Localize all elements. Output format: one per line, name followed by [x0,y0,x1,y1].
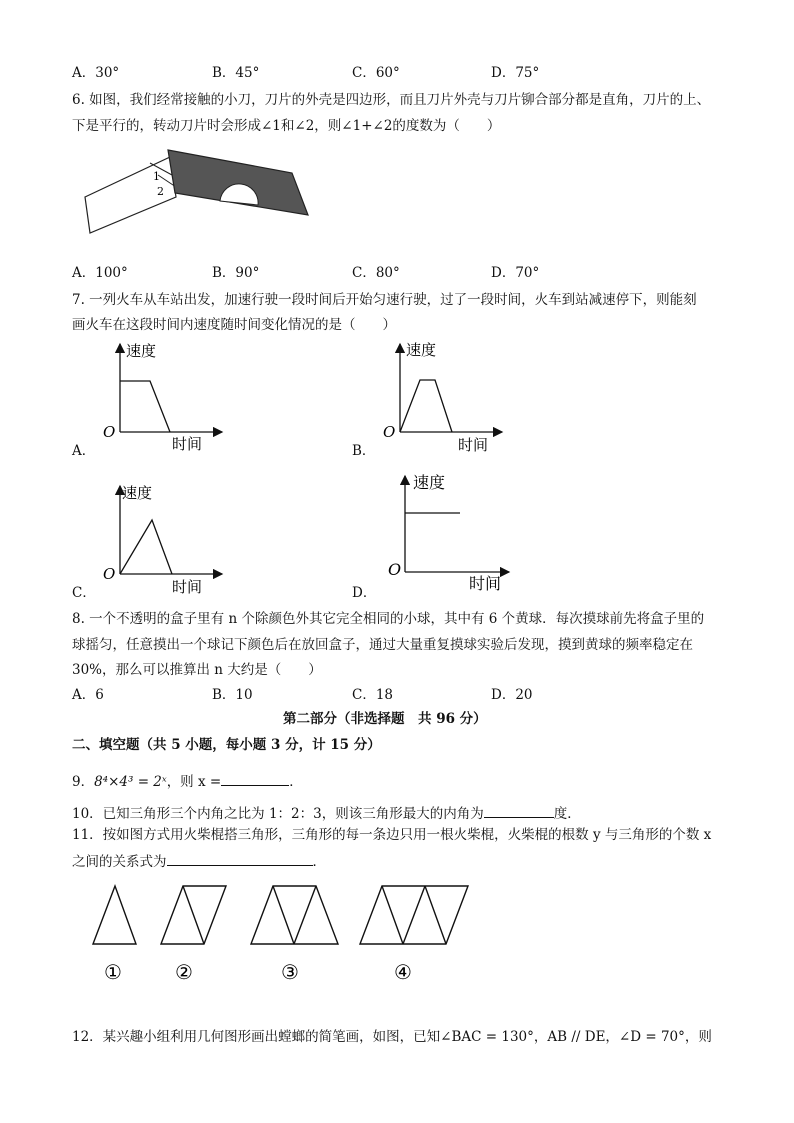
q7-text-line1: 7. 一列火车从车站出发，加速行驶一段时间后开始匀速行驶，过了一段时间，火车到站减速停下，则能刻 [72,292,697,308]
graph-c-origin: O [103,565,116,583]
q10-text: 10．已知三角形三个内角之比为 1：2：3，则该三角形最大的内角为 [72,806,484,822]
q8-text-line1: 8. 一个不透明的盒子里有 n 个除颜色外其它完全相同的小球，其中有 6 个黄球．每次摸球前先将盒子里的 [72,611,705,627]
q5-option-c: C．60° [352,65,400,81]
q11-text-line1: 11．按如图方式用火柴棍搭三角形，三角形的每一条边只用一根火柴棍，火柴棍的根数 y 与三角形的个数 x [72,827,712,843]
graph-d-y-label: 速度 [413,473,446,492]
graph-a-curve [120,381,170,432]
q6-option-d: D．70° [491,265,540,281]
q9-answer-blank[interactable] [221,771,289,786]
q5-option-b: B．45° [212,65,260,81]
pattern-3-label: ③ [281,960,299,984]
graph-a-y-label: 速度 [126,342,157,360]
q10-end: 度． [553,806,581,822]
q6-text-line1: 6. 如图，我们经常接触的小刀，刀片的外壳是四边形，而且刀片外壳与刀片铆合部分都是直角，刀片的上、 [72,92,711,108]
q10-answer-blank[interactable] [484,803,554,818]
graph-a-origin: O [103,423,116,441]
knife-blade [168,150,308,215]
pattern-4-label: ④ [394,960,412,984]
q11-text-line2: 之间的关系式为 [72,854,167,870]
graph-d [385,468,515,598]
q6-text-line2: 下是平行的，转动刀片时会形成∠1和∠2，则∠1+∠2的度数为（ ） [72,118,501,134]
pattern-1 [93,886,136,944]
graph-c-y-label: 速度 [122,484,153,502]
graph-c [100,478,230,598]
q12-text-line1: 12．某兴趣小组利用几何图形画出螳螂的简笔画，如图，已知∠BAC = 130°，AB // DE，∠D = 70°，则 [72,1029,712,1045]
q8-option-b: B．10 [212,687,253,703]
graph-d-x-label: 时间 [469,574,502,593]
q11-end: ． [312,854,326,870]
q8-option-d: D．20 [491,687,533,703]
pattern-1-label: ① [104,960,122,984]
q9-line [72,771,303,791]
q11-answer-blank[interactable] [167,851,313,866]
graph-b-letter: B． [352,443,376,459]
graph-c-curve [120,520,172,574]
graph-a [100,338,230,458]
graph-d-origin: O [388,560,402,579]
angle-2-label: 2 [157,185,164,198]
graph-b-x-label: 时间 [458,436,489,454]
q6-option-c: C．80° [352,265,400,281]
pattern-2-label: ② [175,960,193,984]
graph-a-x-label: 时间 [172,435,203,453]
graph-d-letter: D． [352,585,377,601]
part2-title: 第二部分（非选择题 共 96 分） [283,711,487,727]
graph-b-origin: O [383,423,396,441]
q10-line [72,803,581,823]
section2-title: 二、填空题（共 5 小题，每小题 3 分，计 15 分） [72,737,381,753]
q11-line2 [72,851,326,871]
q9-end: ． [289,774,303,790]
graph-a-letter: A． [72,443,96,459]
pattern-3 [251,886,338,944]
q7-text-line2: 画火车在这段时间内速度随时间变化情况的是（ ） [72,317,396,333]
q8-option-a: A．6 [72,687,104,703]
q8-text-line2: 球摇匀，任意摸出一个球记下颜色后在放回盒子，通过大量重复摸球实验后发现，摸到黄球的频率稳定在 [72,637,693,653]
q8-option-c: C．18 [352,687,394,703]
q9-suffix: ，则 x = [166,774,222,790]
graph-c-letter: C． [72,585,96,601]
graph-b [380,338,510,458]
knife-figure [80,145,310,240]
matchstick-triangles-figure [88,880,478,990]
graph-c-x-label: 时间 [172,578,203,596]
q9-prefix: 9． [72,774,95,790]
q6-option-a: A．100° [72,265,128,281]
graph-b-y-label: 速度 [406,341,437,359]
graph-b-curve [400,380,452,432]
q5-option-a: A．30° [72,65,120,81]
q9-expression: 8⁴×4³ = 2ˣ [94,774,167,790]
q5-option-d: D．75° [491,65,540,81]
q6-option-b: B．90° [212,265,260,281]
angle-1-label: 1 [153,170,160,183]
q8-text-line3: 30%，那么可以推算出 n 大约是（ ） [72,662,322,678]
